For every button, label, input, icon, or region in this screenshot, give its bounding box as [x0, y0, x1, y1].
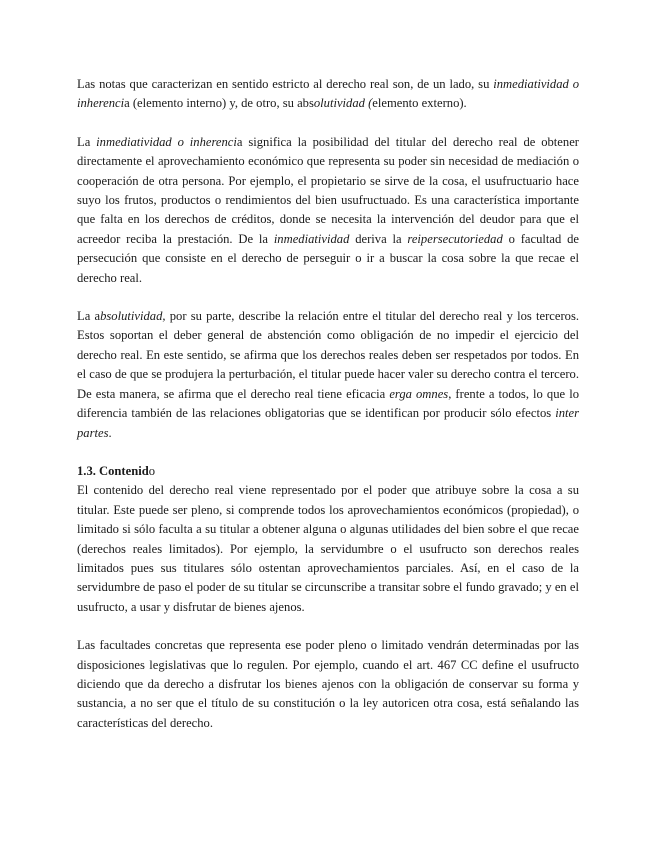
paragraph-absolutividad: [77, 307, 579, 443]
text-run: elemento externo).: [372, 96, 467, 111]
paragraph-inmediatividad: [77, 133, 579, 288]
paragraph-gap: [77, 617, 579, 636]
italic-term: inmediatividad: [273, 231, 350, 246]
italic-term: inmediatividad o inherenci: [96, 134, 237, 149]
italic-term: reipersecutoriedad: [407, 231, 503, 246]
italic-term: inmediatividad o inherenci: [77, 77, 579, 111]
paragraph-gap: [77, 443, 579, 462]
italic-term: inter partes: [77, 406, 579, 440]
text-run: deriva la: [349, 231, 408, 246]
paragraph-contenido: El contenido del derecho real viene representado por el poder que atribuye sobre la cosa a su titular. Este puede ser pleno, si comprende todos los aprovechamientos económicos (propiedad), o limitado si sólo faculta a su titular a obtener alguna o algunas utilidades del bien sobre el que recae (derechos reales limitados). Por ejemplo, la servidumbre o el usufructo son derechos reales limitados pues sus titulares sólo ostentan aprovechamientos parciales. Así, en el caso de la servidumbre de paso el poder de su titular se circunscribe a transitar sobre el fundo gravado; y en el usufructo, a usar y disfrutar de bienes ajenos.: [77, 483, 579, 614]
section-heading: [77, 462, 579, 481]
text-run: .: [108, 425, 112, 440]
paragraph-notas: [77, 75, 579, 114]
text-run: , frente a todos, lo que lo diferencia también de las relaciones obligatorias que se identifican por producir sólo efectos: [77, 386, 579, 421]
text-run: La a: [77, 309, 101, 324]
text-run: a (elemento interno) y, de otro, su abs: [124, 96, 314, 111]
text-run: Las notas que caracterizan en sentido estricto al derecho real son, de un lado, su: [77, 77, 494, 91]
paragraph-facultades: Las facultades concretas que representa ese poder pleno o limitado vendrán determinadas por las disposiciones legislativas que lo regulen. Por ejemplo, cuando el art. 467 CC define el usufructo diciendo que da derecho a disfrutar los bienes ajenos con la obligación de conservar su forma y sustancia, a no ser que el título de su constitución o la ley autoricen otra cosa, está señalando las características del derecho.: [77, 638, 579, 730]
paragraph-gap: [77, 288, 579, 307]
text-run: La: [77, 134, 97, 149]
heading-text-tail: o: [148, 463, 156, 478]
text-run: o facultad de persecución que consiste en el derecho de perseguir o ir a buscar la cosa sobre la que recae el derecho real.: [77, 231, 579, 285]
italic-term: olutividad (: [313, 96, 373, 111]
italic-term: bsolutividad,: [100, 309, 166, 324]
italic-term: erga omnes: [389, 386, 449, 401]
paragraph-gap: [77, 114, 579, 133]
text-run: por su parte, describe la relación entre el titular del derecho real y los terceros. Estos soportan el deber general de abstención como obligación de no impedir el ejercicio del derecho real. En este sentido, se afirma que los derechos reales deben ser respetados por todos. En el caso de que se produjera la perturbación, el titular puede hacer valer su derecho contra el tercero. De esta manera, se afirma que el derecho real tiene eficacia: [77, 309, 579, 401]
heading-text: 1.3. Contenid: [77, 463, 149, 478]
text-run: a significa la posibilidad del titular del derecho real de obtener directamente el aprovechamiento económico que representa su poder sin necesidad de mediación o cooperación de otra persona. Por ejemplo, el propietario se sirve de la cosa, el usufructuario hace suyo los frutos, productos o rendimientos del bien usufructuado. Es una característica importante que falta en los derechos de créditos, donde se necesita la intervención del deudor para que el acreedor reciba la prestación. De la: [77, 134, 579, 246]
